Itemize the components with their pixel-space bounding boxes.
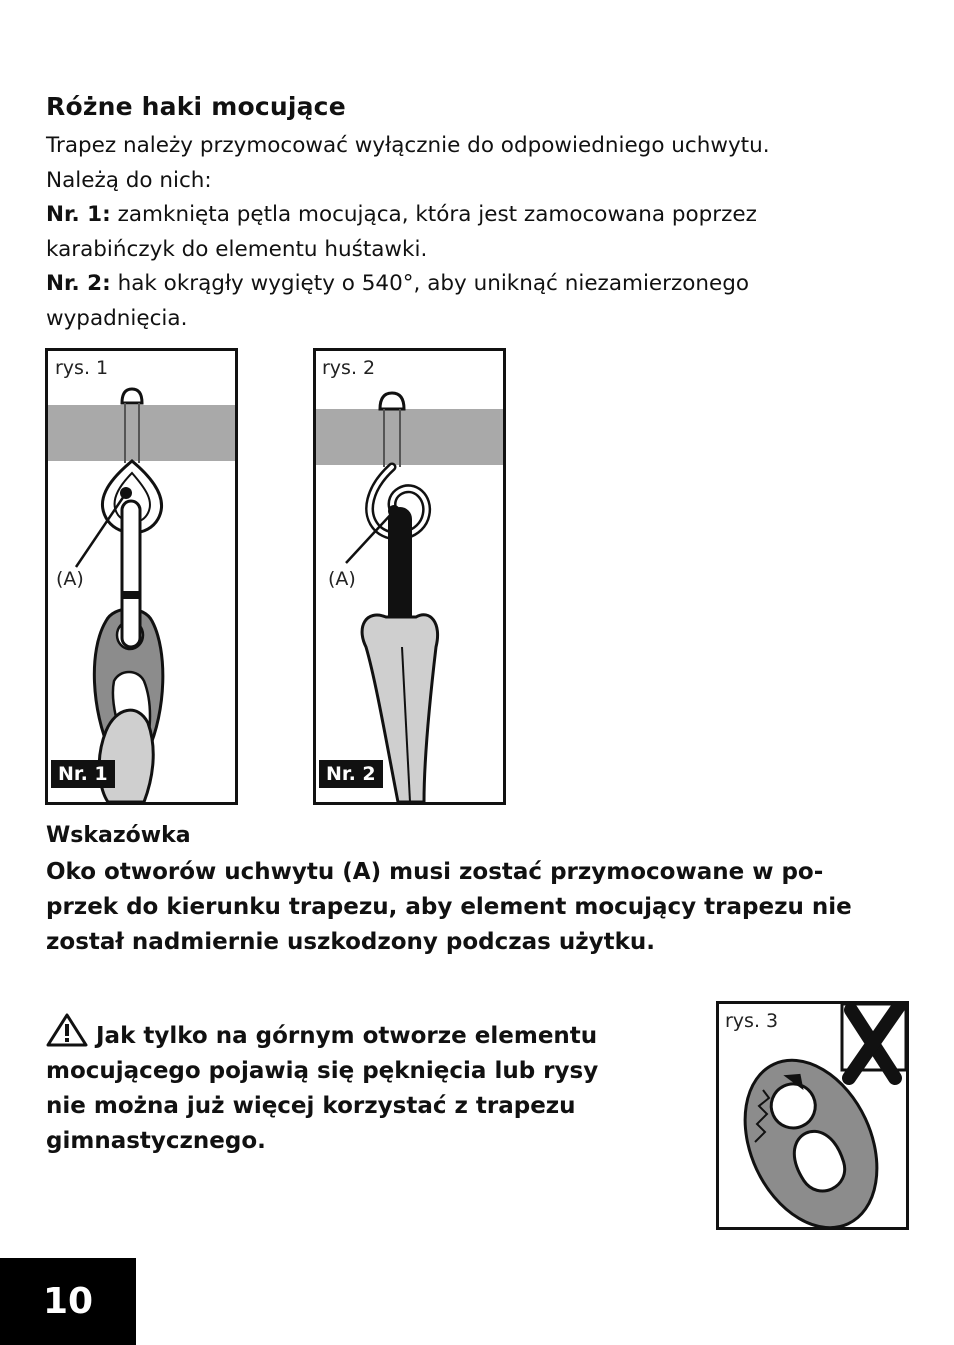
figure-1 [45, 348, 238, 805]
figure-3 [716, 1001, 909, 1230]
figure-2 [313, 348, 506, 805]
tip-line-3: został nadmiernie uszkodzony podczas użytku. [46, 929, 656, 955]
warning-line-1: Jak tylko na górnym otworze elementu [96, 1023, 598, 1049]
item1-text-b: karabińczyk do elementu huśtawki. [46, 236, 428, 262]
warning-line-3: nie można już więcej korzystać z trapezu [46, 1093, 576, 1119]
beam [48, 405, 235, 461]
cracked-part-illustration [719, 1004, 906, 1227]
figure-1-callout: (A) [56, 568, 84, 590]
figure-1-badge: Nr. 1 [51, 760, 115, 788]
intro-line-2: Należą do nich: [46, 167, 212, 193]
figure-2-badge: Nr. 2 [319, 760, 383, 788]
figure-1-caption: rys. 1 [55, 357, 109, 379]
warning-line-4: gimnastycznego. [46, 1128, 266, 1154]
tip-line-2: przek do kierunku trapezu, aby element mocujący trapezu nie [46, 894, 852, 920]
item2-text-b: wypadnięcia. [46, 305, 188, 331]
figure-2-callout: (A) [328, 568, 356, 590]
item2-label: Nr. 2: [46, 271, 111, 296]
intro-line-1: Trapez należy przymocować wyłącznie do odpowiedniego uchwytu. [46, 133, 770, 158]
beam [316, 409, 503, 465]
tip-line-1: Oko otworów uchwytu (A) musi zostać przymocowane w po- [46, 859, 824, 885]
section-heading: Różne haki mocujące [46, 92, 346, 121]
item2-text-a: hak okrągły wygięty o 540°, aby uniknąć niezamierzonego [117, 271, 750, 296]
warning-text [46, 1013, 686, 1159]
figure-2-caption: rys. 2 [322, 357, 376, 379]
page-number: 10 [0, 1258, 136, 1345]
warning-triangle-icon [46, 1013, 88, 1047]
tip-title: Wskazówka [46, 823, 191, 848]
figure-3-caption: rys. 3 [725, 1010, 779, 1032]
intro-text [46, 129, 906, 336]
tip-text [46, 855, 926, 960]
item1-text-a: zamknięta pętla mocująca, która jest zamocowana poprzez [117, 202, 757, 227]
warning-line-2: mocującego pojawią się pęknięcia lub rysy [46, 1058, 599, 1084]
item1-label: Nr. 1: [46, 202, 111, 227]
